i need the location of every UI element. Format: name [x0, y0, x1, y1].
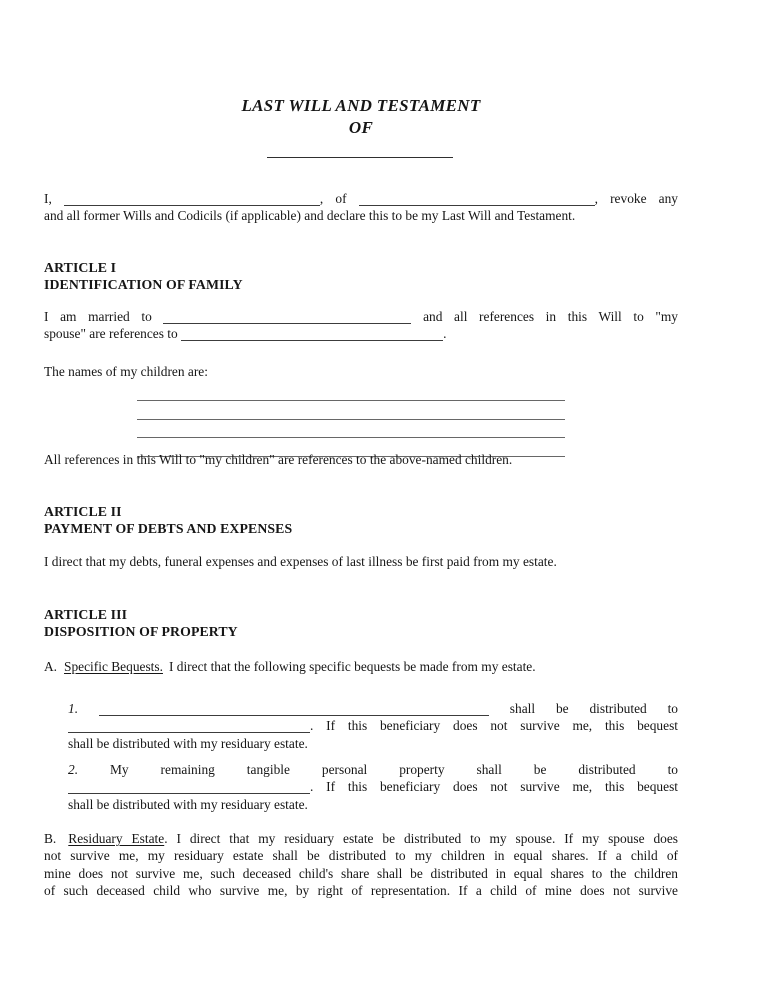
- opening-paragraph: [44, 190, 678, 225]
- marriage-paragraph: [44, 308, 678, 343]
- article3-heading: ARTICLE III: [44, 607, 128, 622]
- section-b-label: B.: [44, 831, 57, 846]
- section-a-lead: [44, 658, 678, 675]
- item1-line2-text: . If this beneficiary does not survive me, this bequest: [310, 718, 678, 734]
- section-a-title: Specific Bequests.: [64, 659, 163, 674]
- testator-name-inline-field[interactable]: [64, 193, 320, 206]
- opening-line1: [44, 190, 678, 207]
- item1-line3: shall be distributed with my residuary estate.: [68, 735, 308, 751]
- section-b-line3: mine does not survive me, such deceased child's share shall be distributed in equal shares to the children: [44, 865, 678, 881]
- item2-number: 2.: [68, 762, 79, 777]
- spouse-reference-name-field[interactable]: [181, 328, 443, 341]
- children-name-fields: [137, 383, 565, 457]
- child-name-field-2[interactable]: [137, 401, 565, 419]
- married-to-text: I am married to: [44, 309, 152, 324]
- item1-line1: [68, 700, 678, 717]
- item2-line2: [68, 778, 678, 795]
- section-b-title: Residuary Estate: [68, 831, 165, 846]
- bequest1-beneficiary-field[interactable]: [68, 720, 310, 733]
- article2-subheading: PAYMENT OF DEBTS AND EXPENSES: [44, 521, 293, 537]
- item2-line1-text: My remaining tangible personal property shall be distributed to: [110, 762, 678, 777]
- section-b-line2: not survive me, my residuary estate shall be distributed to my children in equal shares. If a child of: [44, 848, 678, 864]
- spouse-name-field[interactable]: [163, 311, 411, 324]
- item1-after-blank: shall be distributed to: [509, 701, 678, 716]
- bequest-item-2: [68, 761, 678, 813]
- section-b-paragraph: [44, 830, 678, 900]
- marriage-line2: [44, 325, 678, 342]
- article1-heading-block: [44, 259, 678, 294]
- opening-i: I,: [44, 191, 52, 206]
- item1-number: 1.: [68, 701, 79, 716]
- article3-heading-block: [44, 606, 678, 641]
- document-title-block: [44, 95, 678, 139]
- bequest-item-1: [68, 700, 678, 752]
- section-b-line1: [44, 830, 678, 847]
- document-title-of: OF: [348, 118, 374, 137]
- item2-line3: shall be distributed with my residuary estate.: [68, 796, 308, 812]
- item2-line1: [68, 761, 678, 778]
- article1-subheading: IDENTIFICATION OF FAMILY: [44, 277, 243, 293]
- testator-name-field[interactable]: [267, 157, 453, 158]
- children-note: All references in this Will to "my children" are references to the above-named children.: [44, 452, 513, 467]
- references-text: and all references in this Will to "my: [423, 309, 678, 324]
- marriage-line1: [44, 308, 678, 325]
- item1-line2: [68, 717, 678, 734]
- bequest2-beneficiary-field[interactable]: [68, 781, 310, 794]
- debts-paragraph: I direct that my debts, funeral expenses and expenses of last illness be first paid from my estate.: [44, 554, 557, 569]
- opening-revoke: , revoke any: [594, 191, 678, 206]
- section-a-label: A.: [44, 659, 58, 674]
- bequest1-description-field[interactable]: [99, 703, 489, 716]
- item2-line2-text: . If this beneficiary does not survive me, this bequest: [310, 779, 678, 795]
- spouse-references-text: spouse" are references to: [44, 326, 178, 342]
- section-a-body: I direct that the following specific bequests be made from my estate.: [168, 659, 536, 674]
- child-name-field-1[interactable]: [137, 383, 565, 401]
- section-b-line4: of such deceased child who survive me, by right of representation. If a child of mine does not survive: [44, 883, 678, 899]
- article3-subheading: DISPOSITION OF PROPERTY: [44, 624, 238, 640]
- children-lead: The names of my children are:: [44, 364, 208, 379]
- section-b-line1-text: . I direct that my residuary estate be distributed to my spouse. If my spouse does: [164, 831, 678, 846]
- opening-of: , of: [319, 191, 347, 206]
- article2-heading-block: [44, 503, 678, 538]
- opening-line2: and all former Wills and Codicils (if applicable) and declare this to be my Last Will and Testament.: [44, 208, 576, 224]
- article2-heading: ARTICLE II: [44, 504, 122, 519]
- article1-heading: ARTICLE I: [44, 260, 117, 275]
- child-name-field-3[interactable]: [137, 420, 565, 438]
- document-title: LAST WILL AND TESTAMENT: [241, 96, 481, 115]
- testator-residence-field[interactable]: [359, 193, 595, 206]
- sentence-period: .: [443, 326, 447, 342]
